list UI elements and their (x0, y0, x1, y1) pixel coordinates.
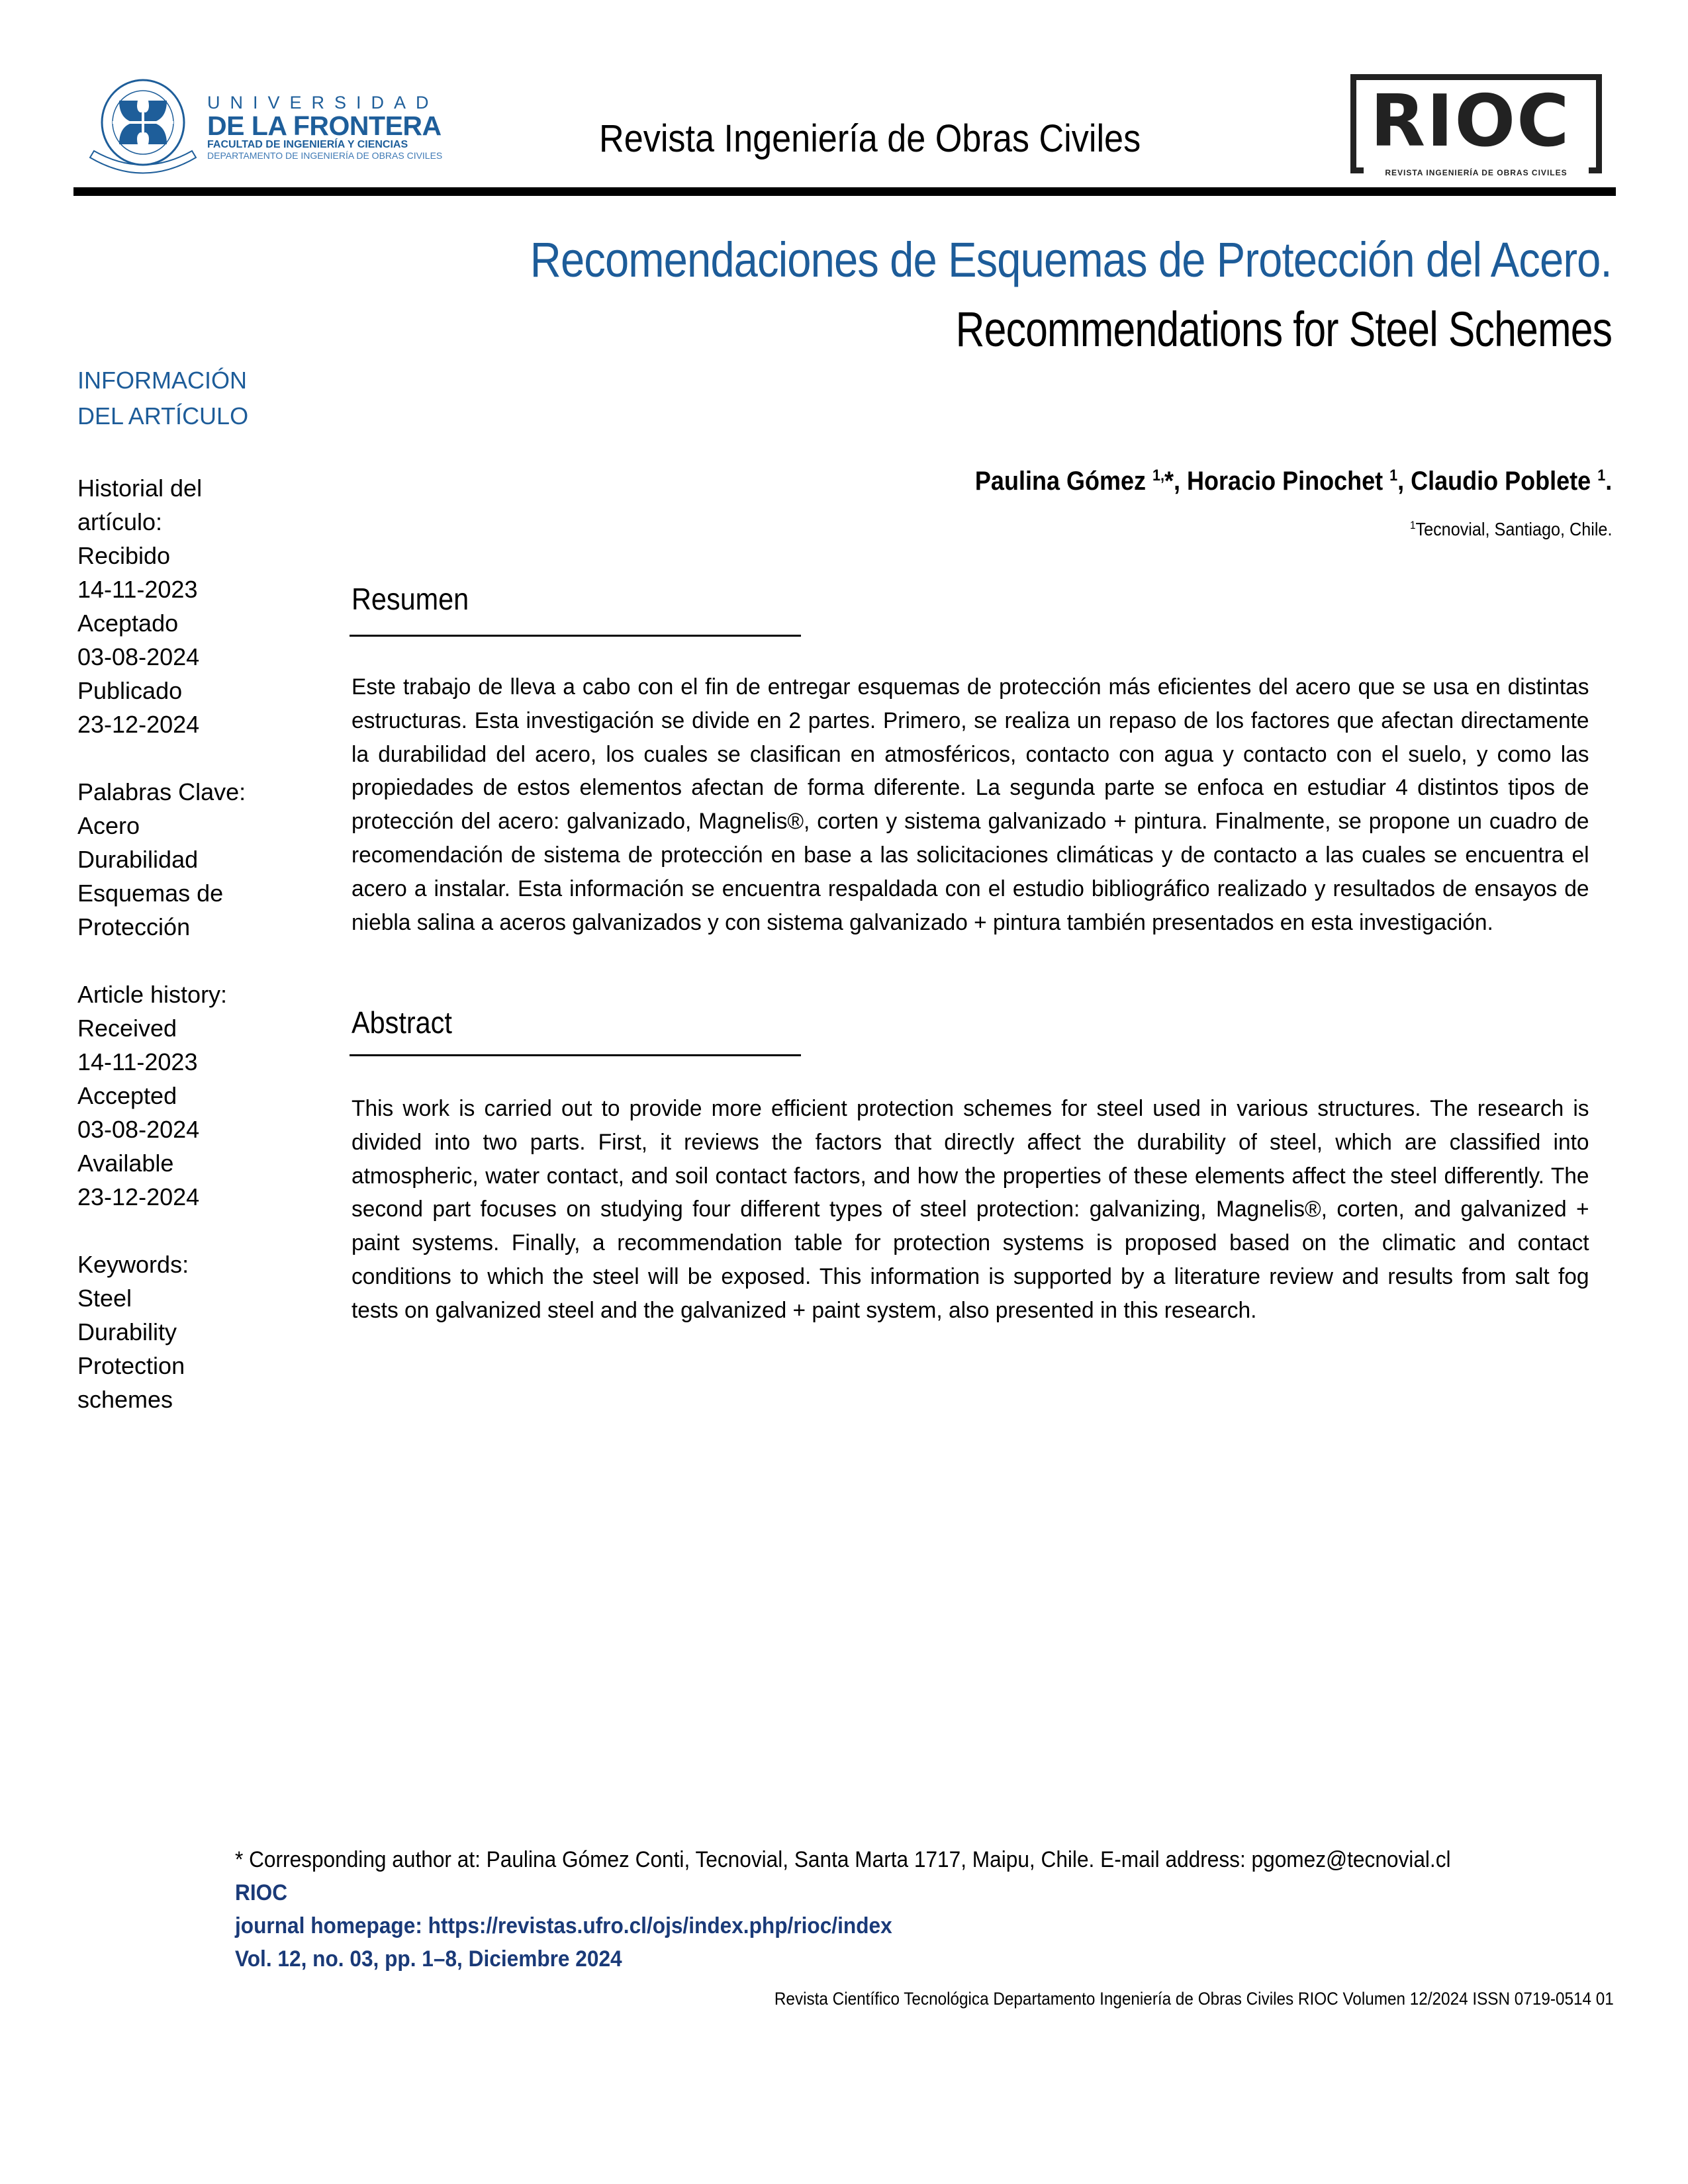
faculty-name: FACULTAD DE INGENIERÍA Y CIENCIAS (207, 139, 408, 150)
journal-logo (1350, 74, 1602, 177)
journal-logo-subtitle: REVISTA INGENIERÍA DE OBRAS CIVILES (1350, 168, 1602, 177)
article-footnote (235, 1843, 1451, 1976)
abstract-heading: Abstract (352, 1005, 452, 1040)
journal-abbreviation: RIOC (235, 1880, 288, 1905)
journal-homepage-link[interactable]: journal homepage: https://revistas.ufro.cl/ojs/index.php/rioc/index (235, 1913, 892, 1938)
published-date: 23-12-2024 (77, 711, 200, 738)
article-info-heading: INFORMACIÓN DEL ARTÍCULO (77, 367, 249, 430)
author-name: Paulina Gómez (974, 467, 1146, 496)
available-date: 23-12-2024 (77, 1183, 200, 1210)
keyword: Durabilidad (77, 846, 199, 873)
volume-info: Vol. 12, no. 03, pp. 1–8, Diciembre 2024 (235, 1946, 622, 1972)
journal-logo-letters: RIOC (1370, 80, 1571, 163)
page-footer: Revista Científico Tecnológica Departamento Ingeniería de Obras Civiles RIOC Volumen 12/2024 ISSN 0719-0514 01 (774, 1989, 1614, 2009)
keyword: schemes (77, 1386, 173, 1413)
university-word: UNIVERSIDAD (207, 93, 439, 113)
keyword: Esquemas de (77, 880, 224, 907)
keyword: Protection (77, 1352, 185, 1379)
abstract-rule (350, 1054, 801, 1056)
abstract-text: This work is carried out to provide more efficient protection schemes for steel used in various structures. The research is divided into two parts. First, it reviews the factors that directly affect the durability of steel, which are classified into atmospheric, water contact, and soil contact factors, and how the properties of these elements affect the steel differently. The second part focuses on studying four different types of steel protection: galvanizing, Magnelis®, corten, and galvanized + paint systems. Finally, a recommendation table for protection systems is proposed based on the climatic and contact conditions to which the steel will be exposed. This information is supported by a literature review and results from salt fog tests on galvanized steel and the galvanized + paint system, also presented in this research. (352, 1096, 1589, 1323)
article-title-english: Recommendations for Steel Schemes (955, 302, 1612, 357)
article-info-sidebar (77, 363, 276, 1416)
resumen-heading: Resumen (352, 582, 469, 616)
university-name: DE LA FRONTERA (207, 111, 442, 141)
author-affiliation: $^1$Tecnovial, Santiago, Chile. (1409, 519, 1612, 539)
department-name: DEPARTAMENTO DE INGENIERÍA DE OBRAS CIVILES (207, 150, 443, 161)
keyword: Acero (77, 812, 140, 839)
header-divider (73, 187, 1616, 196)
keywords-es: Palabras Clave: Acero Durabilidad Esquemas de Protección (77, 775, 276, 944)
article-title-spanish: Recomendaciones de Esquemas de Protección del Acero. (530, 232, 1612, 287)
accepted-date: 03-08-2024 (77, 1116, 200, 1143)
author-name: Horacio Pinochet (1186, 467, 1383, 496)
university-logo (85, 66, 455, 179)
author-list: Paulina Gómez $^{1,}$*, Horacio Pinochet $^1$, Claudio Poblete $^1$. (974, 467, 1612, 496)
university-wordmark (207, 93, 442, 161)
keywords-en: Keywords: Steel Durability Protection schemes (77, 1248, 276, 1416)
author-name: Claudio Poblete (1410, 467, 1591, 496)
journal-name: Revista Ingeniería de Obras Civiles (599, 117, 1141, 160)
corresponding-author-note: * Corresponding author at: Paulina Gómez Conti, Tecnovial, Santa Marta 1717, Maipu, Chile. E-mail address: pgomez@tecnovial.cl (235, 1847, 1451, 1872)
accepted-date: 03-08-2024 (77, 643, 200, 670)
corresponding-mark: * (1164, 467, 1174, 496)
received-date: 14-11-2023 (77, 1048, 198, 1075)
resumen-rule (350, 635, 801, 637)
keyword: Durability (77, 1318, 177, 1345)
keyword: Protección (77, 913, 191, 940)
article-history-es: Historial del artículo: Recibido 14-11-2023 Aceptado 03-08-2024 Publicado 23-12-2024 (77, 471, 276, 741)
university-seal-icon (85, 73, 201, 182)
resumen-text: Este trabajo de lleva a cabo con el fin de entregar esquemas de protección más eficientes del acero que se usa en distintas estructuras. Esta investigación se divide en 2 partes. Primero, se realiza un repaso de los factores que afectan directamente la durabilidad del acero, los cuales se clasifican en atmosféricos, contacto con agua y contacto con el suelo, y como las propiedades de estos elementos afectan de forma diferente. La segunda parte se enfoca en estudiar 4 distintos tipos de protección del acero: galvanizado, Magnelis®, corten y sistema galvanizado + pintura. Finalmente, se propone un cuadro de recomendación de sistema de protección en base a las solicitaciones climáticas y de contacto a las cuales se encuentra el acero a instalar. Esta información se encuentra respaldada con el estudio bibliográfico realizado y resultados de ensayos de niebla salina a aceros galvanizados y con sistema galvanizado + pintura también presentados en esta investigación. (352, 674, 1589, 935)
article-history-en: Article history: Received 14-11-2023 Accepted 03-08-2024 Available 23-12-2024 (77, 978, 276, 1214)
received-date: 14-11-2023 (77, 576, 198, 603)
keyword: Steel (77, 1285, 132, 1312)
